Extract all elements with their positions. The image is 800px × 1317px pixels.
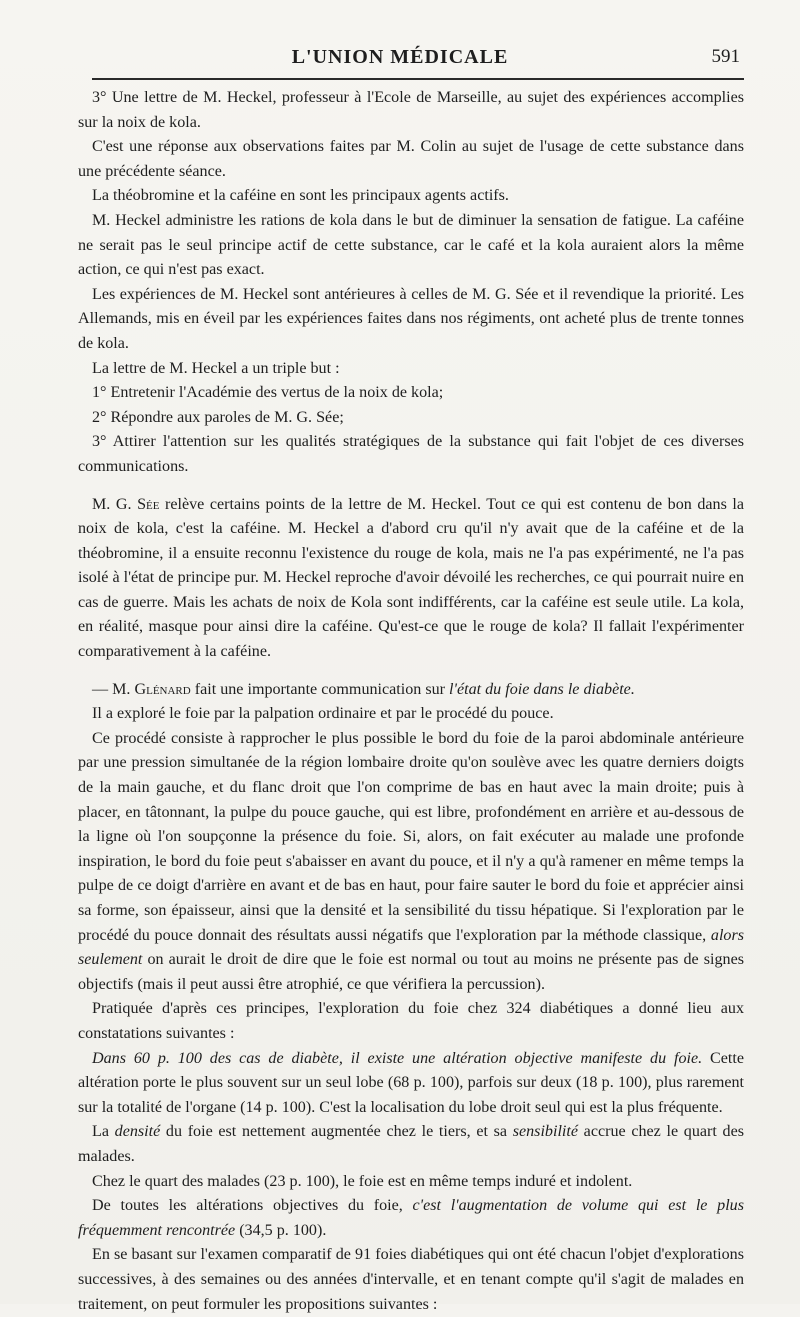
density-word: densité [114,1123,161,1141]
volume-c: (34,5 p. 100). [235,1221,327,1239]
paragraph-volume [78,1194,744,1243]
density-c: du foie est nettement augmentée chez le tiers, et sa [160,1123,513,1141]
paragraph-thumb-method [78,727,744,998]
paragraph-density [78,1120,744,1169]
paragraph-findings-intro: Pratiquée d'après ces principes, l'exploration du foie chez 324 diabétiques a donné lieu aux constatations suivantes : [78,1000,744,1042]
paragraph-priority: Les expériences de M. Heckel sont antérieures à celles de M. G. Sée et il revendique la priorité. Les Allemands, mis en éveil par les expériences faites dans nos régiments, ont acheté plus de trente tonnes de kola. [78,285,744,352]
paragraph-reply-colin: C'est une réponse aux observations faites par M. Colin au sujet de l'usage de cette substance dans une précédente séance. [78,138,744,180]
alteration-italic: Dans 60 p. 100 des cas de diabète, il existe une altération objective manifeste du foie. [92,1049,703,1067]
glenard-topic: l'état du foie dans le diabète. [449,680,635,698]
paragraph-kola-rations: M. Heckel administre les rations de kola dans le but de diminuer la sensation de fatigue. La caféine ne serait pas le seul principe actif de cette substance, car le café et la kola auraient alors la même action, ce qui n'est pas exact. [78,211,744,279]
glenard-name: Glénard [134,680,191,698]
see-name: Sée [137,495,160,513]
paragraph-triple-aim: La lettre de M. Heckel a un triple but : [92,359,340,377]
paragraph-alteration [78,1047,744,1121]
sensibility-word: sensibilité [512,1123,578,1141]
thumb-method-end: on aurait le droit de dire que le foie est normal ou tout au moins ne présente pas de signes objectifs (mais il peut aussi être atrophié, ce que vérifiera la percussion). [78,951,744,993]
list-item-2: 2° Répondre aux paroles de M. G. Sée; [92,408,344,426]
volume-a: De toutes les altérations objectives du foie, [92,1197,413,1215]
page-number: 591 [711,46,740,67]
paragraph-palpation: Il a exploré le foie par la palpation ordinaire et par le procédé du pouce. [92,705,554,723]
thumb-method-text: Ce procédé consiste à rapprocher le plus possible le bord du foie de la paroi abdominale antérieure par une pression simultanée de la région lombaire droite qu'on soulève avec les quatre derniers doigts de la main gauche, et du flanc droit que l'on comprime de bas en haut avec la main droite; puis à placer, en tâtonnant, la pulpe du pouce gauche, qui est libre, profondément en arrière et au-dessous de la ligne où l'on soupçonne la présence du foie. Si, alors, on fait exécuter au malade une profonde inspiration, le bord du foie peut s'abaisser en avant du pouce, et il n'y a qu'à ramener en même temps la pulpe de ce doigt d'arrière en avant et de bas en haut, pour faire sauter le bord du foie et apprécier ainsi sa forme, son épaisseur, ainsi que la densité et la sensibilité du tissu hépatique. Si l'exploration par le procédé du pouce donnait des résultats aussi négatifs que l'exploration par la méthode classique, [78,729,744,944]
alteration-text: Cette altération porte le plus souvent sur un seul lobe (68 p. 100), parfois sur deux (18 p. 100), plus rarement sur la totalité de l'organe (14 p. 100). C'est la localisation du lobe droit seul qui est la plus fréquente. [78,1049,744,1116]
paragraph-heckel-letter: 3° Une lettre de M. Heckel, professeur à l'Ecole de Marseille, au sujet des expériences accomplies sur la noix de kola. [78,89,744,131]
list-item-1: 1° Entretenir l'Académie des vertus de la noix de kola; [92,384,444,402]
header-rule [92,78,744,80]
density-a: La [92,1123,115,1141]
list-item-3: 3° Attirer l'attention sur les qualités stratégiques de la substance qui fait l'objet de ces diverses communications. [78,433,744,475]
paragraph-see-reply [78,493,744,665]
paragraph-active-agents: La théobromine et la caféine en sont les principaux agents actifs. [92,187,509,205]
article-body [78,86,744,1317]
paragraph-glenard-intro [78,678,744,703]
volume-italic: c'est l'augmentation de volume qui est le plus fréquemment rencontrée [78,1197,744,1239]
paragraph-propositions: En se basant sur l'examen comparatif de 91 foies diabétiques qui ont été chacun l'objet d'explorations successives, à des semaines ou des années d'intervalle, et en tenant compte qu'il s'agit de malades en traitement, on peut formuler les propositions suivantes : [78,1246,744,1313]
glenard-lead: — M. [92,680,135,698]
paragraph-indurated: Chez le quart des malades (23 p. 100), le foie est en même temps induré et indolent. [92,1172,633,1190]
running-title: L'UNION MÉDICALE [291,46,509,68]
glenard-mid: fait une importante communication sur [190,680,450,698]
thumb-method-italic: alors seulement [78,926,744,969]
page-header [0,34,800,74]
see-text: relève certains points de la lettre de M. Heckel. Tout ce qui est contenu de bon dans la noix de kola, c'est la caféine. M. Heckel a d'abord cru qu'il n'y avait que de la caféine et de la théobromine, il a ensuite reconnu l'existence du rouge de kola, mais ne l'a pas expérimenté, ne l'a pas isolé à l'état de principe pur. M. Heckel reproche d'avoir dévoilé les recherches, ce qui pourrait nuire en cas de guerre. Mais les achats de noix de Kola sont indifférents, car la caféine est seule utile. La kola, en réalité, masque pour ainsi dire la caféine. Qu'est-ce que le rouge de kola? Il fallait l'expérimenter comparativement à la caféine. [78,495,745,661]
density-e: accrue chez le quart des malades. [78,1123,744,1165]
see-lead: M. G. [92,495,138,513]
